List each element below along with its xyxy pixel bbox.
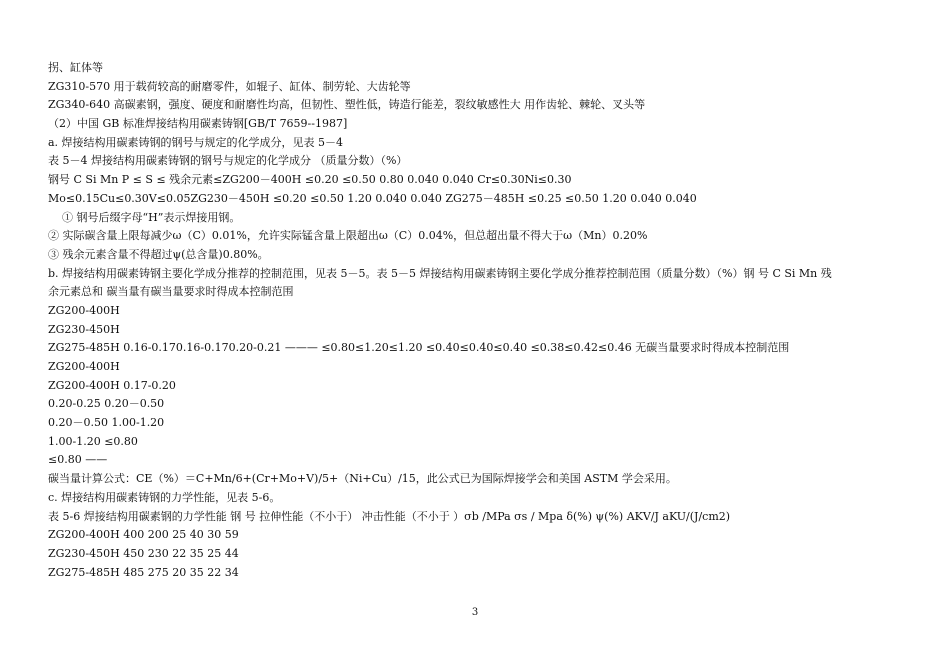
formula-line: 碳当量计算公式：CE（%）＝C+Mn/6+(Cr+Mo+V)/5+（Ni+Cu）/15，此公式已为国际焊接学会和美国 ASTM 学会采用。 — [48, 472, 677, 486]
table-row-text: ≤0.80 —— — [48, 453, 108, 467]
table-row-text: ZG200-400H — [48, 303, 120, 317]
table-row-text: 0.20－0.50 1.00-1.20 — [48, 416, 165, 430]
table-row-text: ZG275-485H 0.16-0.170.16-0.170.20-0.21 ——— ≤0.80≤1.20≤1.20 ≤0.40≤0.40≤0.40 ≤0.38≤0.42≤0.46 无碳当量要求时得成本控制范围 — [48, 341, 790, 355]
table-caption: 表 5－4 焊接结构用碳素铸钢的钢号与规定的化学成分 （质量分数）（%） — [48, 154, 408, 168]
text-line: a. 焊接结构用碳素铸钢的钢号与规定的化学成分，见表 5－4 — [48, 135, 344, 149]
text-line: 余元素总和 碳当量有碳当量要求时得成本控制范围 — [48, 285, 294, 299]
text-line: ZG340-640 高碳素钢，强度、硬度和耐磨性均高，但韧性、塑性低，铸造行能差，裂纹敏感性大 用作齿轮、棘轮、叉头等 — [48, 98, 646, 112]
text-line: b. 焊接结构用碳素铸钢主要化学成分推荐的控制范围，见表 5－5。表 5－5 焊接结构用碳素铸钢主要化学成分推荐控制范围（质量分数）（%）钢 号 C Si Mn 残 — [48, 266, 832, 280]
section-heading: （2）中国 GB 标准焊接结构用碳素铸钢[GB/T 7659--1987] — [48, 117, 348, 131]
table-row-text: ZG275-485H 485 275 20 35 22 34 — [48, 565, 239, 579]
footnote-1: ① 钢号后缀字母“H”表示焊接用钢。 — [62, 210, 241, 224]
table-row-text: ZG230-450H 450 230 22 35 25 44 — [48, 546, 239, 560]
table-row-text: Mo≤0.15Cu≤0.30V≤0.05ZG230－450H ≤0.20 ≤0.50 1.20 0.040 0.040 ZG275－485H ≤0.25 ≤0.50 1.20 0.040 0.040 — [48, 191, 697, 205]
table-caption: 表 5-6 焊接结构用碳素钢的力学性能 钢 号 拉伸性能（不小于） 冲击性能（不小于 ）σb /MPa σs / Mpa δ(%) ψ(%) AKV/J aKU/(J/cm2) — [48, 509, 731, 523]
table-row-text: ZG200-400H 400 200 25 40 30 59 — [48, 528, 239, 542]
table-row-text: ZG200-400H — [48, 360, 120, 373]
text-line: ZG310-570 用于载荷较高的耐磨零件，如辊子、缸体、制劳轮、大齿轮等 — [48, 79, 411, 93]
text-line: 拐、缸体等 — [48, 61, 103, 74]
document-body — [48, 59, 928, 582]
footnote-2: ② 实际碳含量上限每减少ω（C）0.01%，允许实际锰含量上限超出ω（C）0.04%，但总超出量不得大于ω（Mn）0.20% — [48, 229, 648, 243]
text-line: c. 焊接结构用碳素铸钢的力学性能，见表 5-6。 — [48, 490, 281, 504]
table-row-text: 钢号 C Si Mn P ≤ S ≤ 残余元素≤ZG200－400H ≤0.20 ≤0.50 0.80 0.040 0.040 Cr≤0.30Ni≤0.30 — [48, 173, 572, 187]
table-row-text: ZG200-400H 0.17-0.20 — [48, 378, 176, 392]
table-row-text: 1.00-1.20 ≤0.80 — [48, 434, 138, 448]
footnote-3: ③ 残余元素含量不得超过ψ(总含量)0.80%。 — [48, 247, 269, 261]
table-row-text: 0.20-0.25 0.20－0.50 — [48, 397, 165, 411]
table-row-text: ZG230-450H — [48, 322, 120, 336]
page-number: 3 — [471, 607, 479, 618]
